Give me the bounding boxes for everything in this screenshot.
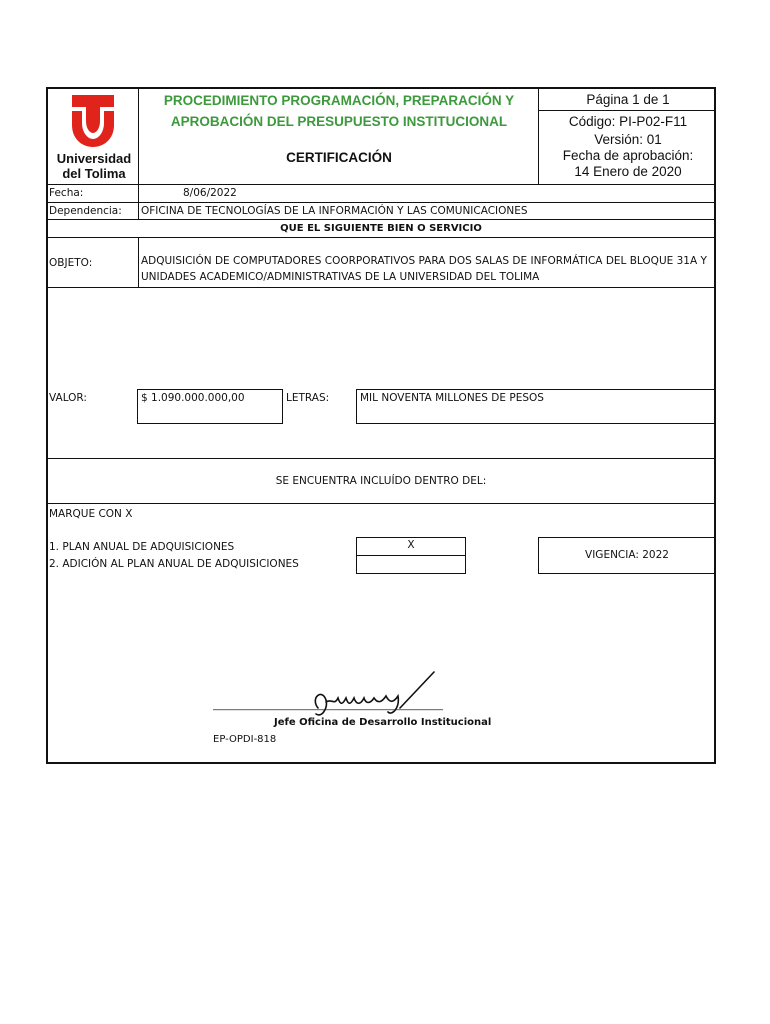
signature-line: ______________________________________________ [213,700,443,711]
title-line2: APROBACIÓN DEL PRESUPUESTO INSTITUCIONAL [170,114,508,129]
logo-text-line1: Universidad [56,151,132,166]
fecha-value: 8/06/2022 [183,187,237,199]
logo-text-line2: del Tolima [62,166,126,181]
certificacion-title: CERTIFICACIÓN [286,150,392,165]
university-shield-icon [56,93,132,149]
document-code: Código: PI-P02-F11 [568,114,688,129]
included-text: SE ENCUENTRA INCLUÍDO DENTRO DEL: [275,475,487,487]
page-number: Página 1 de 1 [586,92,670,107]
approval-date: 14 Enero de 2020 [574,164,682,179]
valor-value: $ 1.090.000.000,00 [141,392,245,404]
document-frame [46,87,716,764]
letras-label: LETRAS: [286,392,330,404]
document-version: Versión: 01 [594,132,662,147]
vigencia-value: VIGENCIA: 2022 [585,549,669,561]
dependencia-value: OFICINA DE TECNOLOGÍAS DE LA INFORMACIÓN Y LAS COMUNICACIONES [141,205,528,217]
letras-value: MIL NOVENTA MILLONES DE PESOS [360,392,544,404]
valor-box [137,389,283,424]
option1-mark: X [407,539,415,551]
signature-title: Jefe Oficina de Desarrollo Institucional [274,717,492,728]
letras-box [356,389,716,424]
section-title: QUE EL SIGUIENTE BIEN O SERVICIO [280,223,482,234]
vigencia-box [538,537,716,574]
university-logo [56,93,132,181]
marque-label: MARQUE CON X [49,508,133,520]
objeto-label: OBJETO: [49,257,93,269]
reference-code: EP-OPDI-818 [213,734,277,745]
option-plan-anual: 1. PLAN ANUAL DE ADQUISICIONES [49,541,235,553]
option1-checkbox[interactable] [356,537,466,556]
option2-checkbox[interactable] [356,555,466,574]
title-line1: PROCEDIMIENTO PROGRAMACIÓN, PREPARACIÓN Y [163,93,515,108]
objeto-line1: ADQUISICIÓN DE COMPUTADORES COORPORATIVOS PARA DOS SALAS DE INFORMÁTICA DEL BLOQUE 31A Y [141,255,707,267]
approval-label: Fecha de aprobación: [562,148,694,163]
valor-label: VALOR: [49,392,87,404]
option-adicion-plan: 2. ADICIÓN AL PLAN ANUAL DE ADQUISICIONES [49,558,299,570]
fecha-label: Fecha: [49,187,84,199]
objeto-line2: UNIDADES ACADEMICO/ADMINISTRATIVAS DE LA UNIVERSIDAD DEL TOLIMA [141,271,540,283]
dependencia-label: Dependencia: [49,205,122,217]
